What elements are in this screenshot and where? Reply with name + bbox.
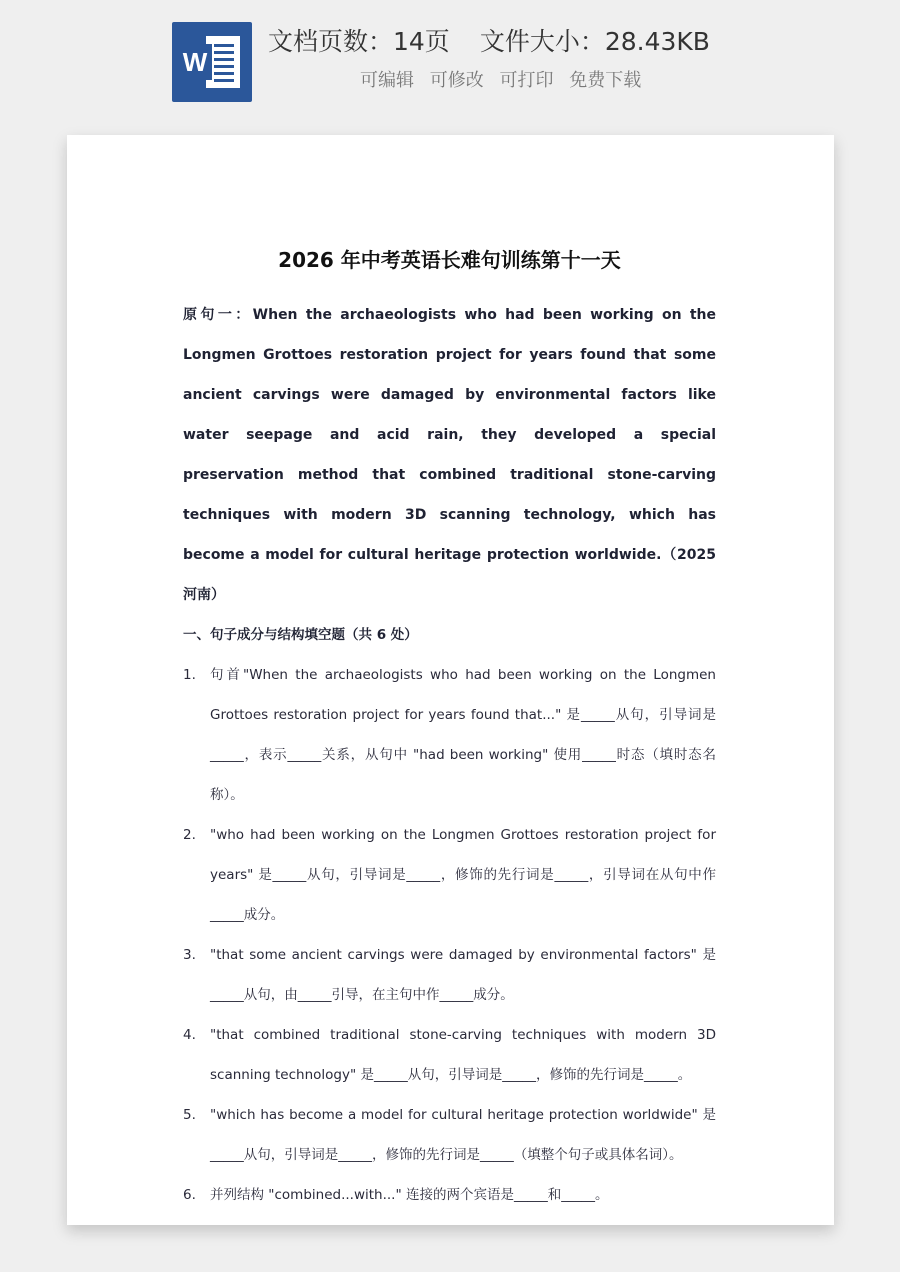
question-text: "that combined traditional stone-carving techniques with modern 3D scanning technology" 是_____从句，引导词是_____，修饰的先行词是_____。 <box>210 1027 716 1083</box>
feature-editable: 可编辑 <box>360 70 414 91</box>
question-item <box>183 1015 716 1095</box>
document-content <box>183 245 716 1215</box>
document-title: 2026 年中考英语长难句训练第十一天 <box>278 248 621 272</box>
file-meta <box>268 22 710 58</box>
question-item <box>183 655 716 815</box>
download-header <box>0 0 900 120</box>
document-page <box>67 135 834 1225</box>
question-list <box>183 655 716 1215</box>
word-document-icon <box>172 22 252 102</box>
question-text: "that some ancient carvings were damaged by environmental factors" 是_____从句，由_____引导，在主句中作_____成分。 <box>210 947 716 1003</box>
question-number: 6. <box>183 1187 196 1203</box>
question-number: 4. <box>183 1027 196 1043</box>
file-size: 文件大小：28.43KB <box>479 27 710 56</box>
feature-list <box>360 66 651 92</box>
question-item <box>183 1175 716 1215</box>
question-item <box>183 815 716 935</box>
question-text: 并列结构 "combined...with..." 连接的两个宾语是_____和_____。 <box>210 1187 609 1203</box>
question-number: 3. <box>183 947 196 963</box>
question-text: "who had been working on the Longmen Grottoes restoration project for years" 是_____从句，引导词是_____，修饰的先行词是_____，引导词在从句中作_____成分。 <box>210 827 716 923</box>
question-number: 1. <box>183 667 196 683</box>
question-text: 句首"When the archaeologists who had been working on the Longmen Grottoes restoration project for years found that..." 是_____从句，引导词是_____，表示_____关系，从句中 "had been working" 使用_____时态（填时态名称）。 <box>210 667 716 803</box>
question-item <box>183 1095 716 1175</box>
page-count: 文档页数：14页 <box>268 27 450 56</box>
question-item <box>183 935 716 1015</box>
original-sentence: 原句一：When the archaeologists who had been working on the Longmen Grottoes restoration project for years found that some ancient carvings were damaged by environmental factors like water seepage and acid rain, they developed a special preservation method that combined traditional stone-carving techniques with modern 3D scanning technology, which has become a model for cultural heritage protection worldwide.（2025 河南） <box>183 307 716 603</box>
question-number: 5. <box>183 1107 196 1123</box>
word-letter: W <box>178 44 212 80</box>
feature-free-download: 免费下载 <box>569 70 642 91</box>
question-text: "which has become a model for cultural heritage protection worldwide" 是_____从句，引导词是_____，修饰的先行词是_____（填整个句子或具体名词）。 <box>210 1107 716 1163</box>
section-title: 一、句子成分与结构填空题（共 6 处） <box>183 627 418 643</box>
feature-modifiable: 可修改 <box>429 70 484 91</box>
question-number: 2. <box>183 827 196 843</box>
feature-printable: 可打印 <box>499 70 554 91</box>
